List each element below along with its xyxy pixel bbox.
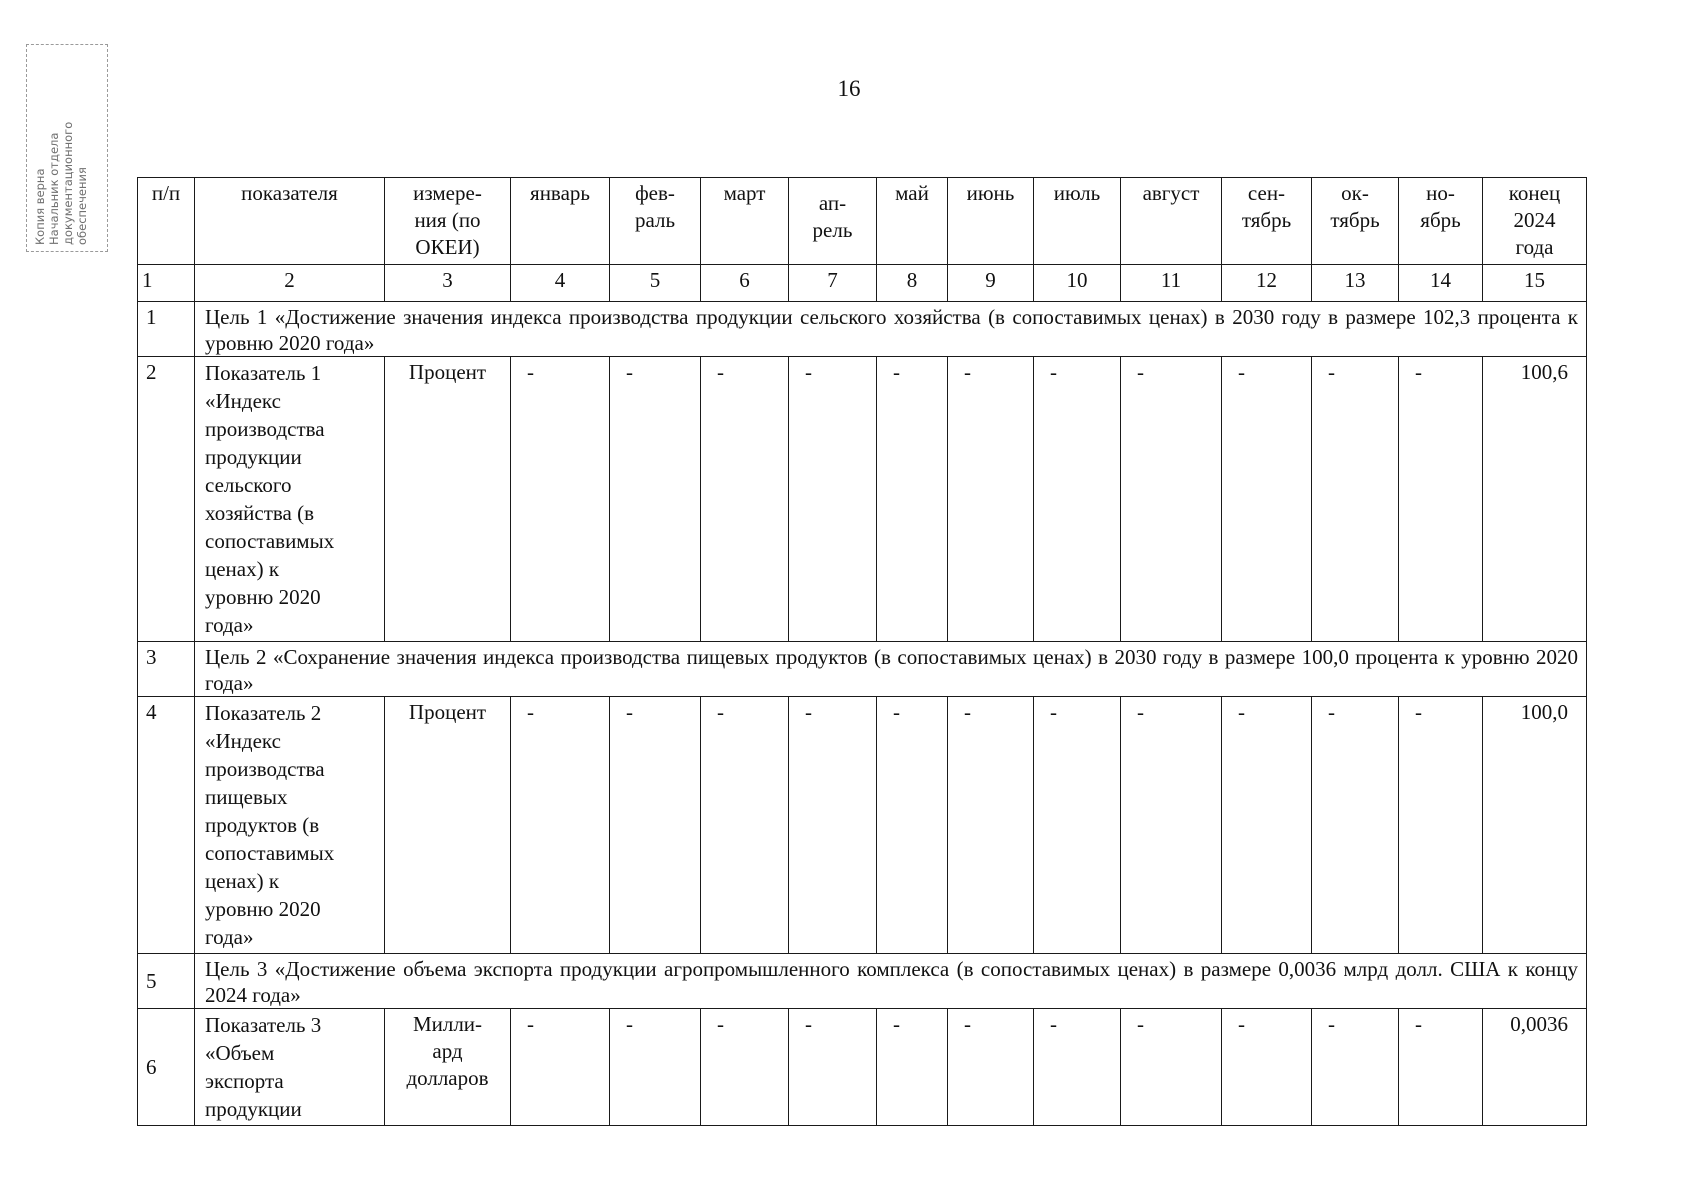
monthly-value: -	[1312, 357, 1399, 642]
monthly-value: -	[610, 1009, 701, 1126]
header-cell: ок- тябрь	[1312, 178, 1399, 265]
goal-row-1	[138, 302, 1587, 357]
row-index: 2	[138, 357, 195, 642]
monthly-value: -	[701, 697, 789, 954]
column-number-cell: 2	[195, 265, 385, 302]
monthly-value: -	[1312, 1009, 1399, 1126]
column-number-cell: 3	[385, 265, 511, 302]
goal-row-3	[138, 954, 1587, 1009]
column-number-cell: 15	[1483, 265, 1587, 302]
column-number-cell: 6	[701, 265, 789, 302]
header-cell: но- ябрь	[1399, 178, 1483, 265]
monthly-value: -	[1034, 1009, 1121, 1126]
monthly-value: -	[610, 357, 701, 642]
header-cell: показателя	[195, 178, 385, 265]
stamp-line: документационного	[61, 121, 75, 245]
header-cell: фев- раль	[610, 178, 701, 265]
unit-of-measure: Процент	[385, 697, 511, 954]
monthly-value: -	[877, 697, 948, 954]
stamp-line: Начальник отдела	[47, 132, 61, 245]
header-cell: март	[701, 178, 789, 265]
header-cell: п/п	[138, 178, 195, 265]
year-end-value: 100,0	[1483, 697, 1587, 954]
row-index: 5	[138, 954, 195, 1009]
table-header-row	[138, 178, 1587, 265]
monthly-value: -	[877, 357, 948, 642]
monthly-value: -	[1034, 697, 1121, 954]
monthly-value: -	[948, 357, 1034, 642]
monthly-value: -	[1399, 357, 1483, 642]
goal-text: Цель 1 «Достижение значения индекса производства продукции сельского хозяйства (в сопоставимых ценах) в 2030 году в размере 102,3 процента к уровню 2020 года»	[195, 302, 1587, 357]
goal-row-2	[138, 642, 1587, 697]
monthly-value: -	[511, 697, 610, 954]
monthly-value: -	[1222, 1009, 1312, 1126]
monthly-value: -	[1121, 697, 1222, 954]
header-cell: январь	[511, 178, 610, 265]
column-number-cell: 14	[1399, 265, 1483, 302]
column-number-cell: 10	[1034, 265, 1121, 302]
header-cell: измере- ния (по ОКЕИ)	[385, 178, 511, 265]
monthly-value: -	[701, 1009, 789, 1126]
indicator-row-3	[138, 1009, 1587, 1126]
column-number-cell: 13	[1312, 265, 1399, 302]
unit-of-measure: Процент	[385, 357, 511, 642]
monthly-value: -	[789, 357, 877, 642]
row-index: 1	[138, 302, 195, 357]
monthly-value: -	[877, 1009, 948, 1126]
column-number-cell: 8	[877, 265, 948, 302]
column-numbers-row	[138, 265, 1587, 302]
indicator-name: Показатель 2 «Индекс производства пищевых продуктов (в сопоставимых ценах) к уровню 2020 года»	[195, 697, 385, 954]
monthly-value: -	[1312, 697, 1399, 954]
row-index: 3	[138, 642, 195, 697]
monthly-value: -	[1034, 357, 1121, 642]
monthly-value: -	[948, 1009, 1034, 1126]
goal-text: Цель 3 «Достижение объема экспорта продукции агропромышленного комплекса (в сопоставимых ценах) в размере 0,0036 млрд долл. США к концу 2024 года»	[195, 954, 1587, 1009]
page-number: 16	[837, 76, 861, 101]
indicator-row-2	[138, 697, 1587, 954]
header-cell: сен- тябрь	[1222, 178, 1312, 265]
unit-of-measure: Милли- ард долларов	[385, 1009, 511, 1126]
header-cell: май	[877, 178, 948, 265]
indicator-name: Показатель 3 «Объем экспорта продукции	[195, 1009, 385, 1126]
year-end-value: 100,6	[1483, 357, 1587, 642]
column-number-cell: 5	[610, 265, 701, 302]
indicator-row-1	[138, 357, 1587, 642]
header-cell: ап- рель	[789, 178, 877, 265]
monthly-value: -	[511, 1009, 610, 1126]
header-cell: август	[1121, 178, 1222, 265]
monthly-value: -	[1121, 357, 1222, 642]
row-index: 4	[138, 697, 195, 954]
column-number-cell: 11	[1121, 265, 1222, 302]
monthly-value: -	[948, 697, 1034, 954]
goal-text: Цель 2 «Сохранение значения индекса производства пищевых продуктов (в сопоставимых ценах) в 2030 году в размере 100,0 процента к уровню 2020 года»	[195, 642, 1587, 697]
monthly-value: -	[1222, 697, 1312, 954]
indicators-table	[137, 177, 1587, 1126]
monthly-value: -	[789, 697, 877, 954]
year-end-value: 0,0036	[1483, 1009, 1587, 1126]
monthly-value: -	[511, 357, 610, 642]
stamp-line: обеспечения	[75, 167, 89, 245]
monthly-value: -	[610, 697, 701, 954]
stamp-line: Копия верна	[33, 168, 47, 245]
row-index: 6	[138, 1009, 195, 1126]
column-number-cell: 12	[1222, 265, 1312, 302]
header-cell: конец 2024 года	[1483, 178, 1587, 265]
monthly-value: -	[1399, 1009, 1483, 1126]
monthly-value: -	[1121, 1009, 1222, 1126]
monthly-value: -	[1399, 697, 1483, 954]
header-cell: июнь	[948, 178, 1034, 265]
monthly-value: -	[789, 1009, 877, 1126]
monthly-value: -	[701, 357, 789, 642]
column-number-cell: 1	[138, 265, 195, 302]
monthly-value: -	[1222, 357, 1312, 642]
column-number-cell: 9	[948, 265, 1034, 302]
column-number-cell: 4	[511, 265, 610, 302]
column-number-cell: 7	[789, 265, 877, 302]
header-cell: июль	[1034, 178, 1121, 265]
indicator-name: Показатель 1 «Индекс производства продукции сельского хозяйства (в сопоставимых ценах) к уровню 2020 года»	[195, 357, 385, 642]
